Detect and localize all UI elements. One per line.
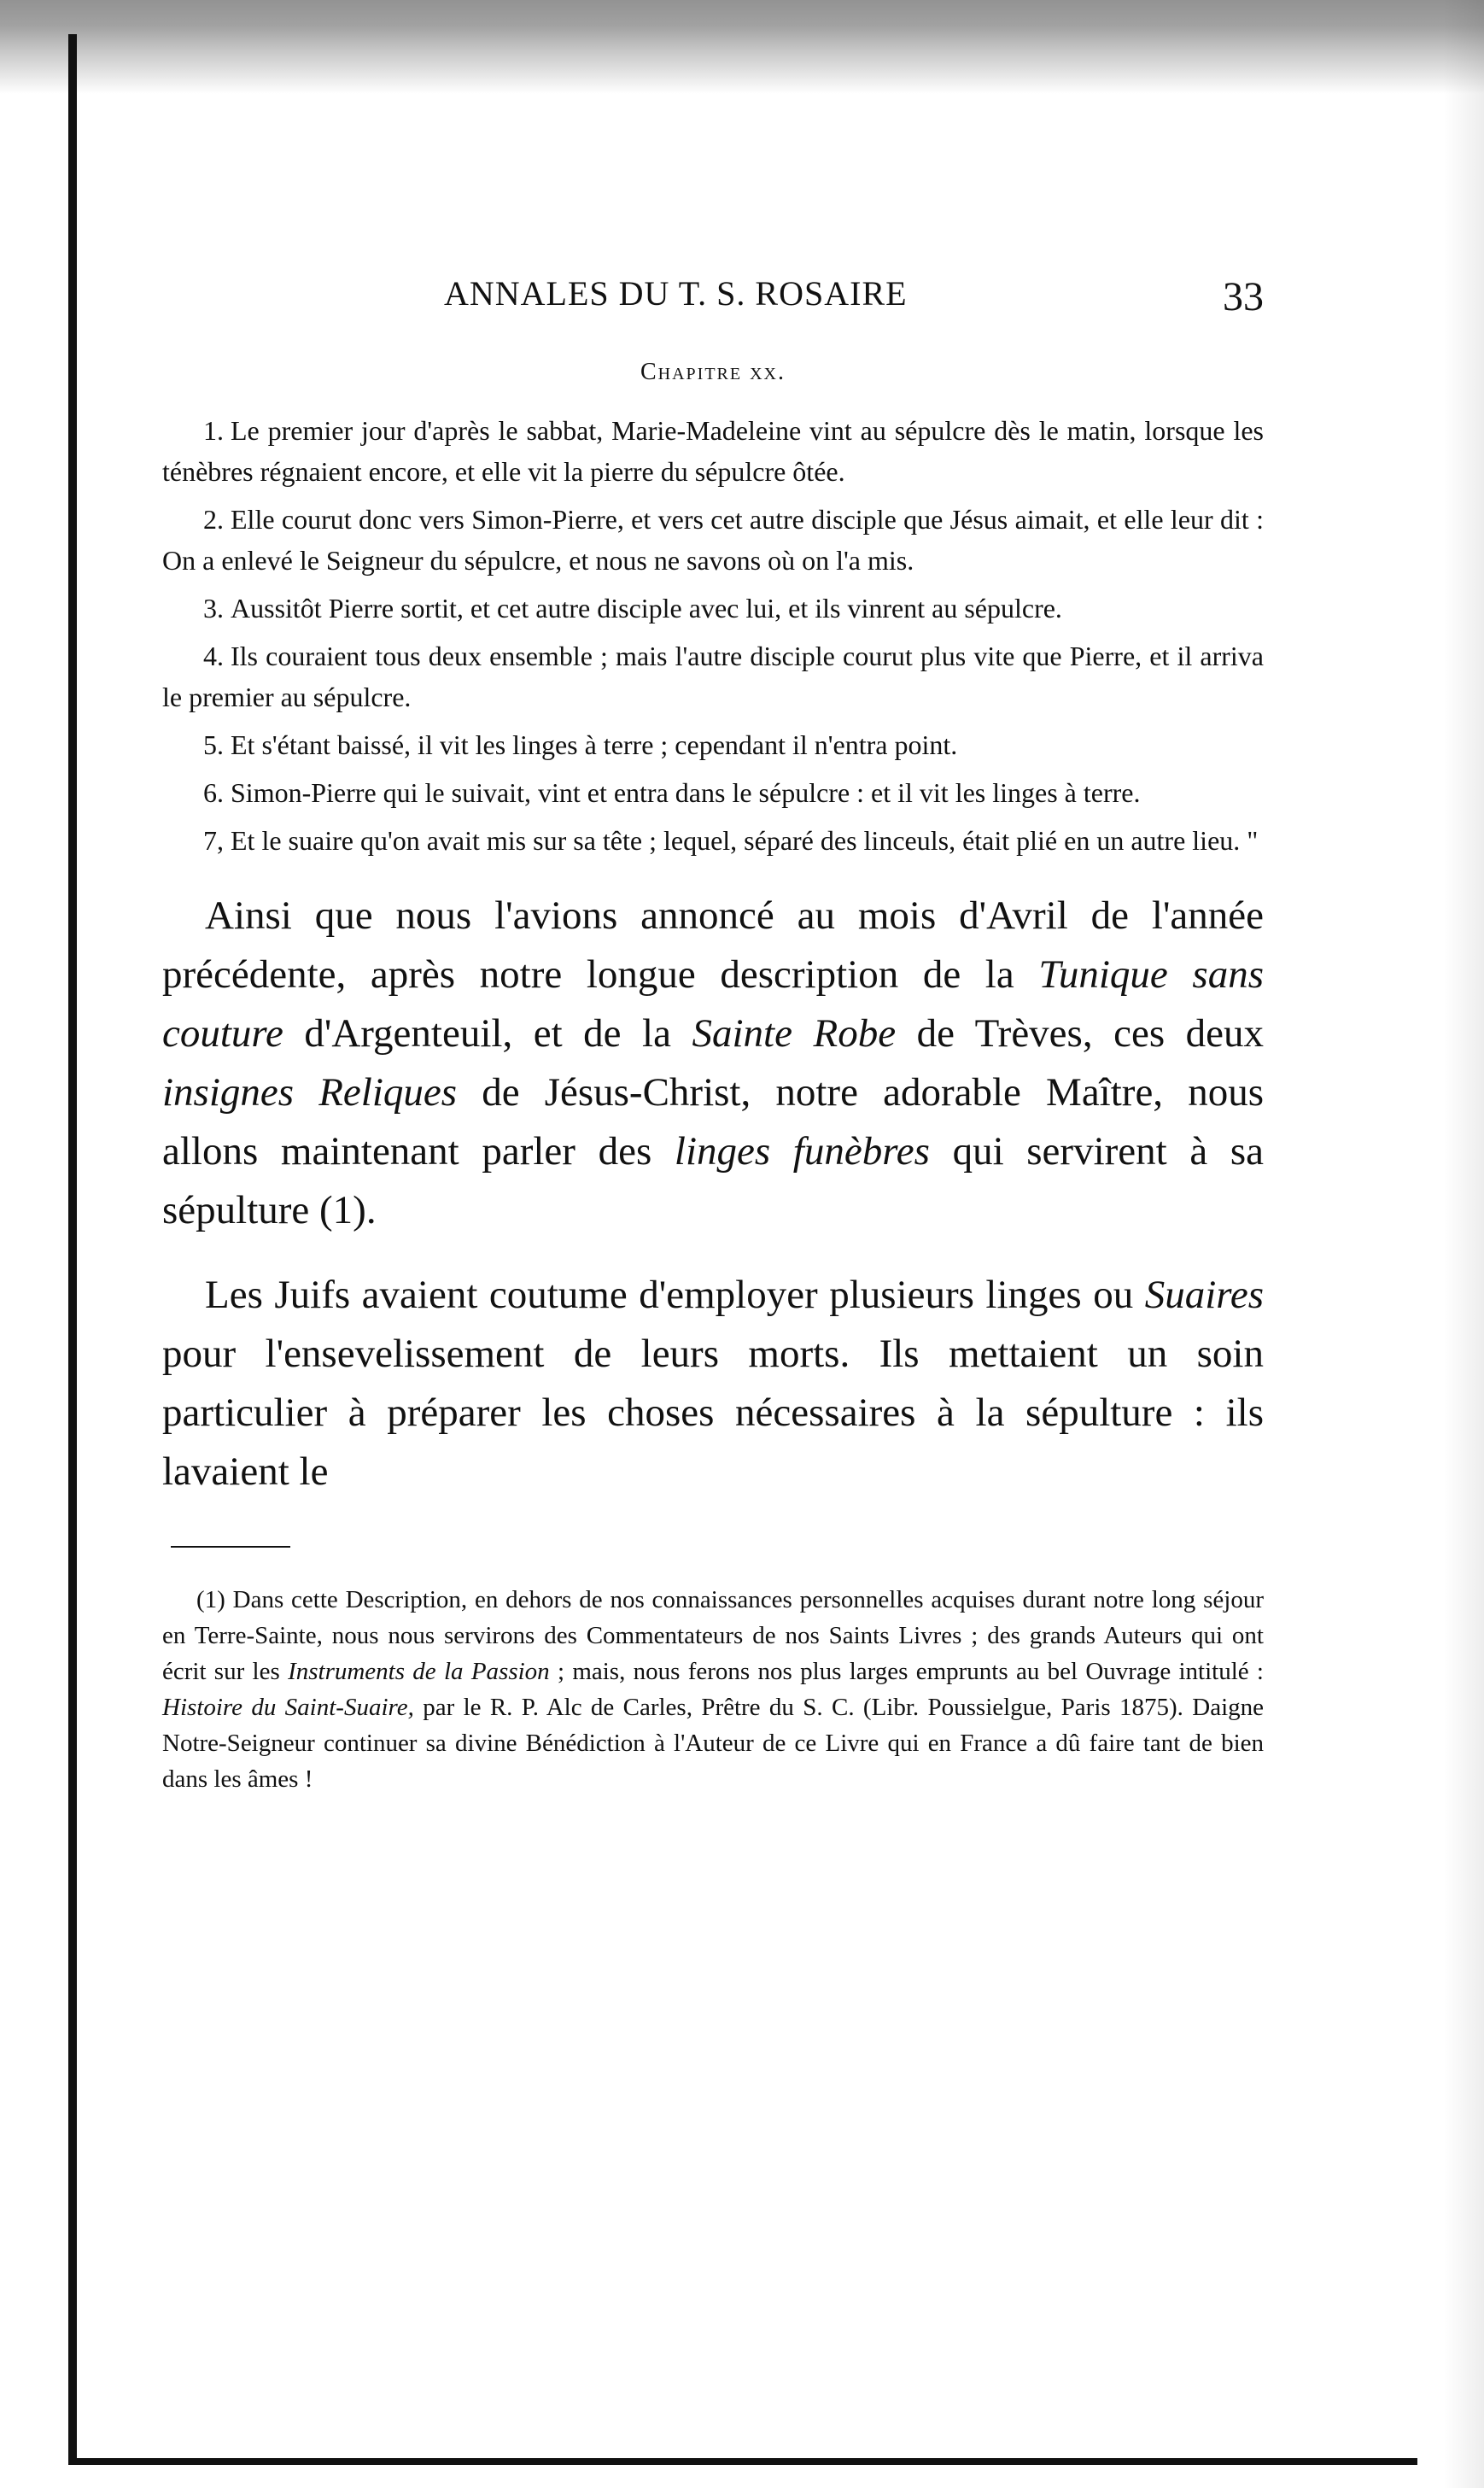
verse-3: [162, 588, 1264, 629]
verse-4: [162, 635, 1264, 717]
verse-7: [162, 820, 1264, 861]
verse-number: 3.: [203, 593, 224, 623]
verse-2: [162, 499, 1264, 581]
italic-run: Tunique sans couture: [162, 952, 1264, 1056]
text-run: de Trèves, ces deux: [896, 1011, 1264, 1056]
italic-run: Sainte Robe: [692, 1011, 897, 1056]
verse-text: Le premier jour d'après le sabbat, Marie-Madeleine vint au sépulcre dès le matin, lorsque les ténèbres régnaient encore, et elle vit la pierre du sépulcre ôtée.: [162, 415, 1264, 487]
text-run: par le R. P. Alc de Carles, Prêtre du S. C. (Libr. Poussielgue, Paris 1875). Daigne Notre-Seigneur continuer sa divine Bénédiction à l'Auteur de ce Livre qui en France a dû faire tant de bien dans les âmes !: [162, 1694, 1265, 1793]
scan-right-shadow: [1443, 0, 1484, 2488]
verse-text: Et s'étant baissé, il vit les linges à terre ; cependant il n'entra point.: [231, 729, 958, 760]
text-run: pour l'ensevelissement de leurs morts. Ils mettaient un soin particulier à préparer les choses nécessaires à la sépulture : ils lavaient le: [162, 1332, 1264, 1494]
italic-run: Histoire du Saint-Suaire,: [162, 1694, 414, 1721]
text-run: Ainsi que nous l'avions annoncé au mois d'Avril de l'année précédente, après notre longue description de la: [162, 893, 1264, 997]
italic-run: Instruments de la Passion: [288, 1658, 550, 1685]
text-run: ; mais, nous ferons nos plus larges emprunts au bel Ouvrage intitulé :: [549, 1658, 1264, 1685]
verse-text: Elle courut donc vers Simon-Pierre, et vers cet autre disciple que Jésus aimait, et elle leur dit : On a enlevé le Seigneur du sépulcre, et nous ne savons où on l'a mis.: [162, 504, 1264, 576]
verse-text: Et le suaire qu'on avait mis sur sa tête ; lequel, séparé des linceuls, était plié en un autre lieu. ": [231, 825, 1259, 856]
body-paragraph-1: [162, 887, 1264, 1240]
verse-number: 2.: [203, 504, 224, 535]
body-paragraph-2: [162, 1266, 1264, 1502]
verse-text: Aussitôt Pierre sortit, et cet autre disciple avec lui, et ils vinrent au sépulcre.: [231, 593, 1062, 623]
verse-number: 1.: [203, 415, 224, 446]
text-run: de Jésus-Christ, notre adorable Maître, nous allons maintenant parler des: [162, 1070, 1264, 1174]
text-run: d'Argenteuil, et de la: [283, 1011, 692, 1056]
scripture-verses: [162, 410, 1264, 861]
page-number: 33: [1223, 274, 1264, 319]
scan-top-edge: [0, 0, 1484, 94]
text-run: (1) Dans cette Description, en dehors de nos connaissances personnelles acquises durant notre long séjour en Terre-Sainte, nous nous servirons des Commentateurs de nos Saints Livres ; des grands Auteurs qui ont écrit sur les: [162, 1586, 1264, 1685]
verse-number: 7,: [203, 825, 224, 856]
italic-run: insignes Reliques: [162, 1070, 458, 1115]
text-run: Les Juifs avaient coutume d'employer plusieurs linges ou: [205, 1273, 1145, 1317]
chapter-heading: Chapitre xx.: [640, 359, 786, 385]
verse-5: [162, 724, 1264, 765]
scan-bottom-border: [68, 2458, 1417, 2465]
footnote-separator: [171, 1546, 290, 1548]
verse-6: [162, 772, 1264, 813]
verse-text: Ils couraient tous deux ensemble ; mais l'autre disciple courut plus vite que Pierre, et il arriva le premier au sépulcre.: [162, 641, 1264, 712]
running-header: [162, 273, 1264, 333]
text-run: qui servirent à sa sépulture (1).: [162, 1129, 1264, 1232]
verse-number: 6.: [203, 777, 224, 808]
document-page: [162, 273, 1264, 1797]
verse-text: Simon-Pierre qui le suivait, vint et entra dans le sépulcre : et il vit les linges à terre.: [231, 777, 1141, 808]
italic-run: Suaires: [1144, 1273, 1264, 1317]
verse-number: 4.: [203, 641, 224, 671]
verse-1: [162, 410, 1264, 492]
verse-number: 5.: [203, 729, 224, 760]
footnote: [162, 1582, 1264, 1797]
italic-run: linges funèbres: [674, 1129, 930, 1174]
scan-left-border: [68, 34, 77, 2460]
running-title: ANNALES DU T. S. ROSAIRE: [444, 274, 908, 313]
